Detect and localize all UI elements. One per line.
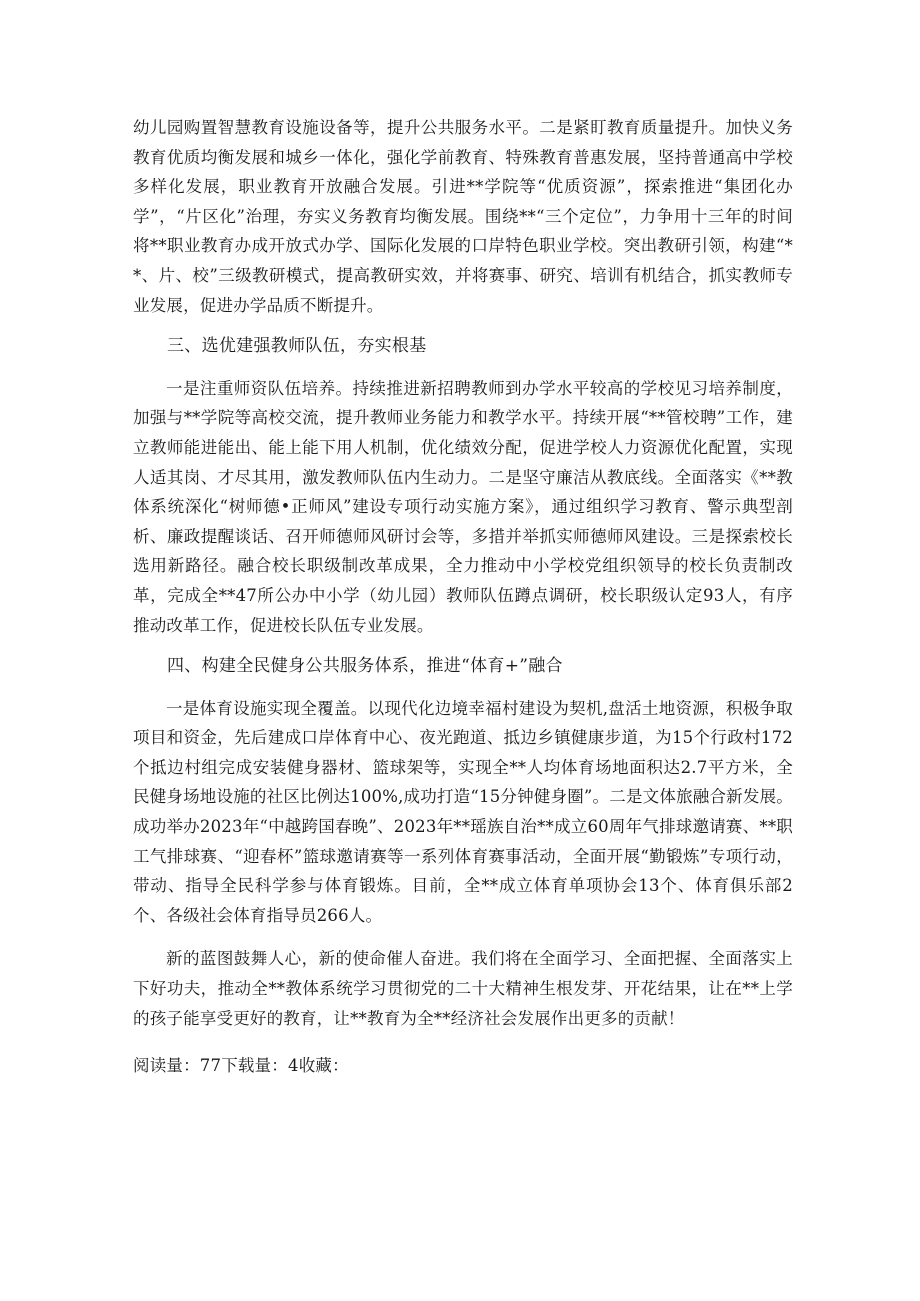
paragraph-teachers: 一是注重师资队伍培养。持续推进新招聘教师到办学水平较高的学校见习培养制度，加强与**学院等高校交流，提升教师业务能力和教学水平。持续开展“**管校聘”工作，建立教师能进能出、能上能下用人机制，优化绩效分配，促进学校人力资源优化配置，实现人适其岗、才尽其用，激发教师队伍内生动力。二是坚守廉洁从教底线。全面落实《**教体系统深化“树师德•正师风”建设专项行动实施方案》，通过组织学习教育、警示典型剖析、廉政提醒谈话、召开师德师风研讨会等，多措并举抓实师德师风建设。三是探索校长选用新路径。融合校长职级制改革成果，全力推动中小学校党组织领导的校长负责制改革，完成全**47所公办中小学（幼儿园）教师队伍蹲点调研，校长职级认定93人，有序推动改革工作，促进校长队伍专业发展。 <box>133 378 793 635</box>
paragraph-continuation: 幼儿园购置智慧教育设施设备等，提升公共服务水平。二是紧盯教育质量提升。加快义务教育优质均衡发展和城乡一体化，强化学前教育、特殊教育普惠发展，坚持普通高中学校多样化发展，职业教育开放融合发展。引进**学院等“优质资源”，探索推进“集团化办学”，“片区化”治理，夯实义务教育均衡发展。围绕**“三个定位”，力争用十三年的时间将**职业教育办成开放式办学、国际化发展的口岸特色职业学校。突出教研引领，构建“**、片、校”三级教研模式，提高教研实效，并将赛事、研究、培训有机结合，抓实教师专业发展，促进办学品质不断提升。 <box>133 118 793 315</box>
document-stats: 阅读量：77下载量：4收藏： <box>133 1056 349 1076</box>
paragraph-sports: 一是体育设施实现全覆盖。以现代化边境幸福村建设为契机,盘活土地资源，积极争取项目和资金，先后建成口岸体育中心、夜光跑道、抵边乡镇健康步道，为15个行政村172个抵边村组完成安装健身器材、篮球架等，实现全**人均体育场地面积达2.7平方米，全民健身场地设施的社区比例达100%,成功打造“15分钟健身圈”。二是文体旅融合新发展。成功举办2023年“中越跨国春晚”、2023年**瑶族自治**成立60周年气排球邀请赛、**职工气排球赛、“迎春杯”篮球邀请赛等一系列体育赛事活动，全面开展“勤锻炼”专项行动，带动、指导全民科学参与体育锻炼。目前，全**成立体育单项协会13个、体育俱乐部2个、各级社会体育指导员266人。 <box>133 698 793 925</box>
paragraph-conclusion: 新的蓝图鼓舞人心，新的使命催人奋进。我们将在全面学习、全面把握、全面落实上下好功夫，推动全**教体系统学习贯彻党的二十大精神生根发芽、开花结果，让在**上学的孩子能享受更好的教育，让**教育为全**经济社会发展作出更多的贡献！ <box>133 949 793 1028</box>
document-page <box>133 113 793 1081</box>
section-heading-3: 三、选优建强教师队伍，夯实根基 <box>167 336 427 357</box>
section-heading-4: 四、构建全民健身公共服务体系，推进“体育+”融合 <box>167 656 563 677</box>
